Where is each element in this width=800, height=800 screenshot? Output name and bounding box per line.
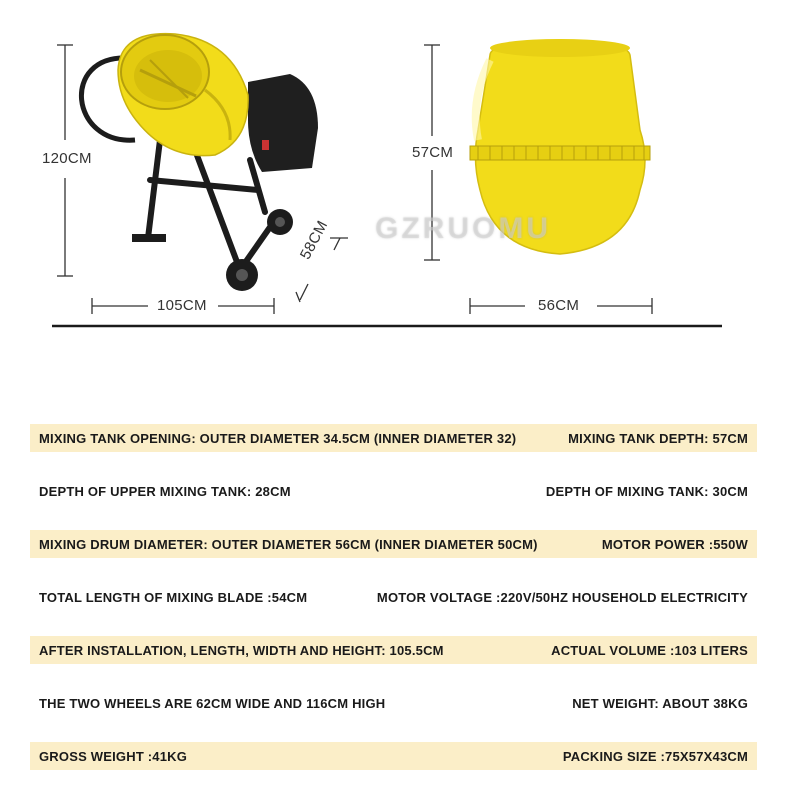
- drum-height-label: 57CM: [412, 144, 454, 161]
- spec-left: AFTER INSTALLATION, LENGTH, WIDTH AND HEIGHT: 105.5CM: [39, 642, 444, 658]
- spec-right: MOTOR VOLTAGE :220V/50HZ HOUSEHOLD ELECTRICITY: [376, 589, 748, 605]
- spec-row: [30, 689, 757, 717]
- spec-left: THE TWO WHEELS ARE 62CM WIDE AND 116CM HIGH: [39, 695, 386, 711]
- spec-right: MOTOR POWER :550W: [601, 536, 748, 552]
- spec-row: [30, 742, 757, 770]
- mixer-width-label: 58CM: [296, 217, 332, 263]
- drum-gear-ring: [470, 146, 650, 160]
- drum-width-label: 56CM: [538, 297, 580, 314]
- spec-right: MIXING TANK DEPTH: 57CM: [568, 430, 748, 446]
- spec-row: [30, 583, 757, 611]
- spec-left: DEPTH OF UPPER MIXING TANK: 28CM: [39, 483, 291, 499]
- spec-row: [30, 477, 757, 505]
- spec-right: ACTUAL VOLUME :103 LITERS: [551, 642, 748, 658]
- frame-foot: [132, 234, 166, 242]
- motor-housing: [248, 74, 318, 172]
- spec-left: TOTAL LENGTH OF MIXING BLADE :54CM: [39, 589, 308, 605]
- mixer-length-label: 105CM: [157, 297, 207, 314]
- spec-left: MIXING DRUM DIAMETER: OUTER DIAMETER 56CM (INNER DIAMETER 50CM): [39, 536, 538, 552]
- spec-row: [30, 636, 757, 664]
- concrete-mixer-image: [81, 34, 318, 291]
- spec-left: GROSS WEIGHT :41KG: [39, 748, 188, 764]
- mixer-height-label: 120CM: [42, 150, 92, 167]
- product-illustration: [0, 0, 800, 340]
- brand-watermark: GZRUOMU: [375, 212, 551, 245]
- spec-right: NET WEIGHT: ABOUT 38KG: [572, 695, 748, 711]
- spec-right: PACKING SIZE :75X57X43CM: [562, 748, 748, 764]
- spec-row: [30, 530, 757, 558]
- spec-right: DEPTH OF MIXING TANK: 30CM: [545, 483, 748, 499]
- spec-row: [30, 424, 757, 452]
- spec-left: MIXING TANK OPENING: OUTER DIAMETER 34.5CM (INNER DIAMETER 32): [39, 430, 517, 446]
